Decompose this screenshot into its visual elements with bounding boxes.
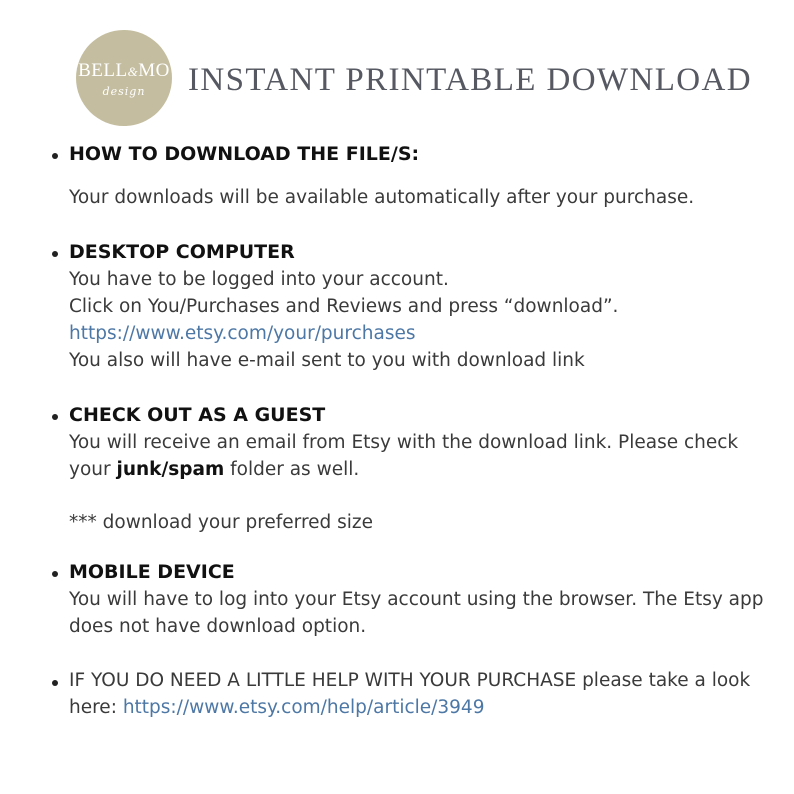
- brand-logo: [76, 30, 172, 126]
- bullet-icon: [52, 251, 58, 257]
- section-text: You also will have e-mail sent to you with download link: [69, 350, 585, 371]
- section-text: You will have to log into your Etsy account using the browser. The Etsy app: [69, 589, 764, 610]
- section-desktop: [48, 238, 768, 374]
- bullet-icon: [52, 153, 58, 159]
- section-text: You will receive an email from Etsy with the download link. Please check: [69, 432, 739, 453]
- junk-spam-emphasis: junk/spam: [116, 459, 225, 480]
- logo-wordmark: BELL&MO: [78, 60, 170, 81]
- bullet-icon: [52, 414, 58, 420]
- size-note: *** download your preferred size: [69, 512, 374, 533]
- section-text: Your downloads will be available automatically after your purchase.: [69, 187, 695, 208]
- section-mobile: [48, 558, 768, 640]
- section-text: [69, 694, 768, 721]
- section-text: Click on You/Purchases and Reviews and press “download”.: [69, 296, 619, 317]
- section-help: [48, 667, 768, 721]
- section-text: [69, 456, 768, 483]
- section-heading: CHECK OUT AS A GUEST: [69, 404, 326, 426]
- page-title: INSTANT PRINTABLE DOWNLOAD: [188, 62, 752, 98]
- section-how-to-download: [48, 140, 768, 211]
- header: [76, 28, 766, 128]
- section-text: You have to be logged into your account.: [69, 269, 449, 290]
- purchases-link[interactable]: https://www.etsy.com/your/purchases: [69, 323, 416, 344]
- bullet-icon: [52, 680, 58, 686]
- text-fragment: folder as well.: [224, 459, 360, 480]
- section-heading: HOW TO DOWNLOAD THE FILE/S:: [69, 143, 420, 165]
- section-text: does not have download option.: [69, 616, 367, 637]
- section-text: IF YOU DO NEED A LITTLE HELP WITH YOUR PURCHASE please take a look: [69, 670, 751, 691]
- instructions-list: [48, 140, 768, 721]
- text-fragment: your: [69, 459, 117, 480]
- help-article-link[interactable]: https://www.etsy.com/help/article/3949: [122, 697, 485, 718]
- bullet-icon: [52, 571, 58, 577]
- section-heading: DESKTOP COMPUTER: [69, 241, 295, 263]
- section-guest: [48, 401, 768, 536]
- section-heading: MOBILE DEVICE: [69, 561, 235, 583]
- text-fragment: here:: [69, 697, 123, 718]
- logo-subtitle: design: [102, 85, 146, 98]
